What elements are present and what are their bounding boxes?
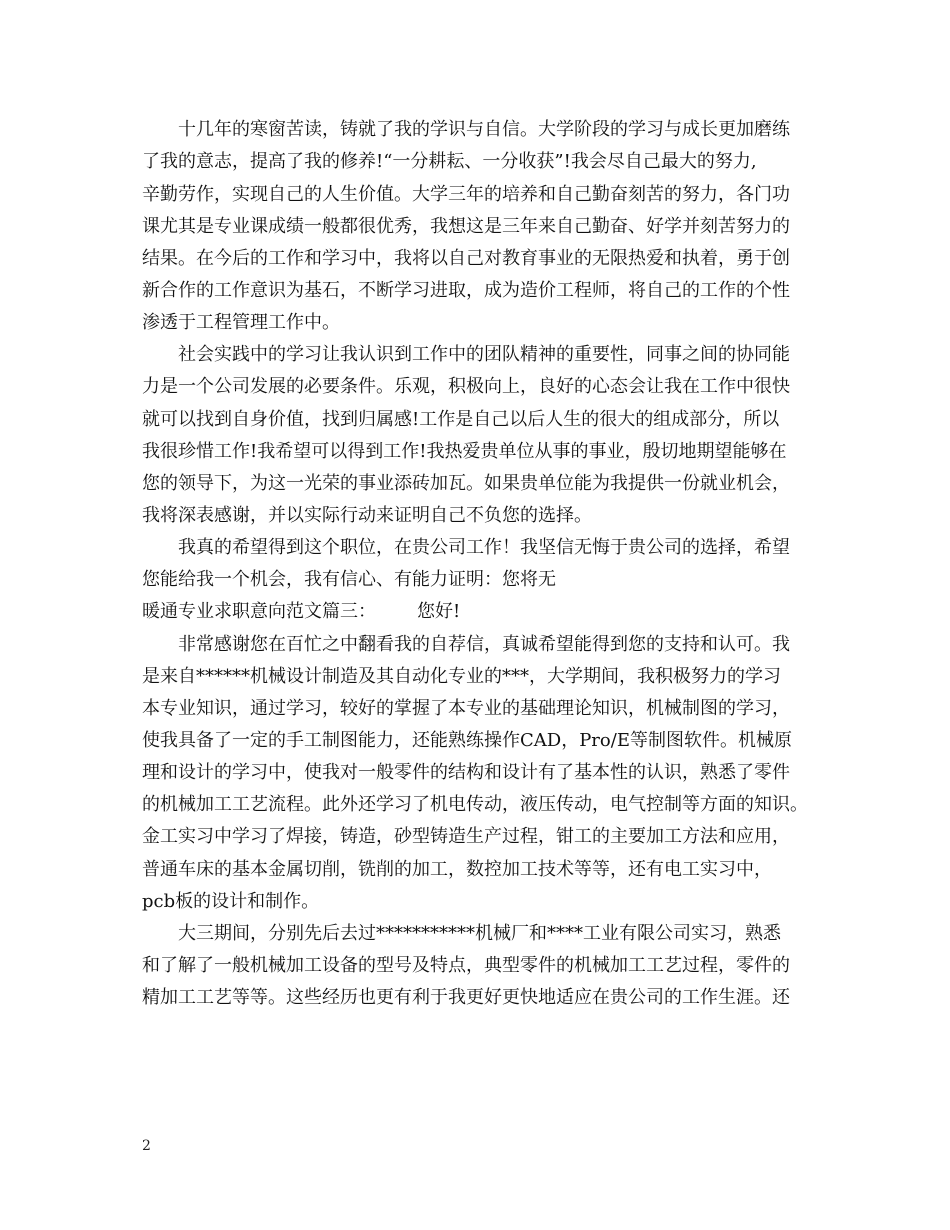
paragraph-2-line-6: 我将深表感谢，并以实际行动来证明自己不负您的选择。	[142, 505, 592, 526]
paragraph-5-line-3: 精加工工艺等等。这些经历也更有利于我更好更快地适应在贵公司的工作生涯。还	[142, 987, 790, 1008]
paragraph-1-line-5: 结果。在今后的工作和学习中，我将以自己对教育事业的无限热爱和执着，勇于创	[142, 248, 790, 269]
paragraph-4-line-8: 普通车床的基本金属切削，铣削的加工，数控加工技术等等，还有电工实习中，	[142, 859, 772, 880]
paragraph-2-line-2: 力是一个公司发展的必要条件。乐观，积极向上，良好的心态会让我在工作中很快	[142, 376, 790, 397]
paragraph-4-line-7: 金工实习中学习了焊接，铸造，砂型铸造生产过程，钳工的主要加工方法和应用，	[142, 826, 790, 847]
paragraph-4-line-4: 使我具备了一定的手工制图能力，还能熟练操作CAD，Pro/E等制图软件。机械原	[142, 730, 792, 751]
paragraph-5-line-2: 和了解了一般机械加工设备的型号及特点，典型零件的机械加工工艺过程，零件的	[142, 955, 790, 976]
paragraph-1-line-4: 课尤其是专业课成绩一般都很优秀，我想这是三年来自己勤奋、好学并刻苦努力的	[142, 216, 790, 237]
greeting: 您好!	[417, 601, 461, 622]
section-heading: 暖通专业求职意向范文篇三：	[142, 601, 376, 622]
paragraph-4-line-2: 是来自******机械设计制造及其自动化专业的***，大学期间，我积极努力的学习	[142, 666, 781, 687]
paragraph-1-line-2: 了我的意志，提高了我的修养!“一分耕耘、一分收获”!我会尽自己最大的努力,	[142, 151, 757, 172]
paragraph-2-line-1: 社会实践中的学习让我认识到工作中的团队精神的重要性，同事之间的协同能	[178, 344, 790, 365]
paragraph-1-line-6: 新合作的工作意识为基石，不断学习进取，成为造价工程师，将自己的工作的个性	[142, 280, 790, 301]
paragraph-2-line-4: 我很珍惜工作!我希望可以得到工作!我热爱贵单位从事的事业，殷切地期望能够在	[142, 441, 787, 462]
paragraph-2-line-3: 就可以找到自身价值，找到归属感!工作是自己以后人生的很大的组成部分，所以	[142, 409, 780, 430]
paragraph-4-line-9: pcb板的设计和制作。	[142, 891, 320, 912]
paragraph-3-line-1: 我真的希望得到这个职位，在贵公司工作！我坚信无悔于贵公司的选择，希望	[178, 537, 790, 558]
paragraph-4-line-5: 理和设计的学习中，使我对一般零件的结构和设计有了基本性的认识，熟悉了零件	[142, 762, 790, 783]
paragraph-2-line-5: 您的领导下，为这一光荣的事业添砖加瓦。如果贵单位能为我提供一份就业机会，	[142, 473, 790, 494]
page-number: 2	[142, 1138, 151, 1154]
paragraph-1-line-7: 渗透于工程管理工作中。	[142, 312, 340, 333]
paragraph-1-line-3: 辛勤劳作，实现自己的人生价值。大学三年的培养和自己勤奋刻苦的努力，各门功	[142, 184, 790, 205]
paragraph-1-line-1: 十几年的寒窗苦读，铸就了我的学识与自信。大学阶段的学习与成长更加磨练	[178, 119, 790, 140]
paragraph-3-line-2: 您能给我一个机会，我有信心、有能力证明：您将无	[142, 569, 556, 590]
paragraph-4-line-1: 非常感谢您在百忙之中翻看我的自荐信，真诚希望能得到您的支持和认可。我	[178, 634, 790, 655]
paragraph-4-line-6: 的机械加工工艺流程。此外还学习了机电传动，液压传动，电气控制等方面的知识。	[142, 794, 808, 815]
paragraph-5-line-1: 大三期间，分别先后去过***********机械厂和****工业有限公司实习，熟悉	[178, 923, 781, 944]
paragraph-4-line-3: 本专业知识，通过学习，较好的掌握了本专业的基础理论知识，机械制图的学习，	[142, 698, 790, 719]
